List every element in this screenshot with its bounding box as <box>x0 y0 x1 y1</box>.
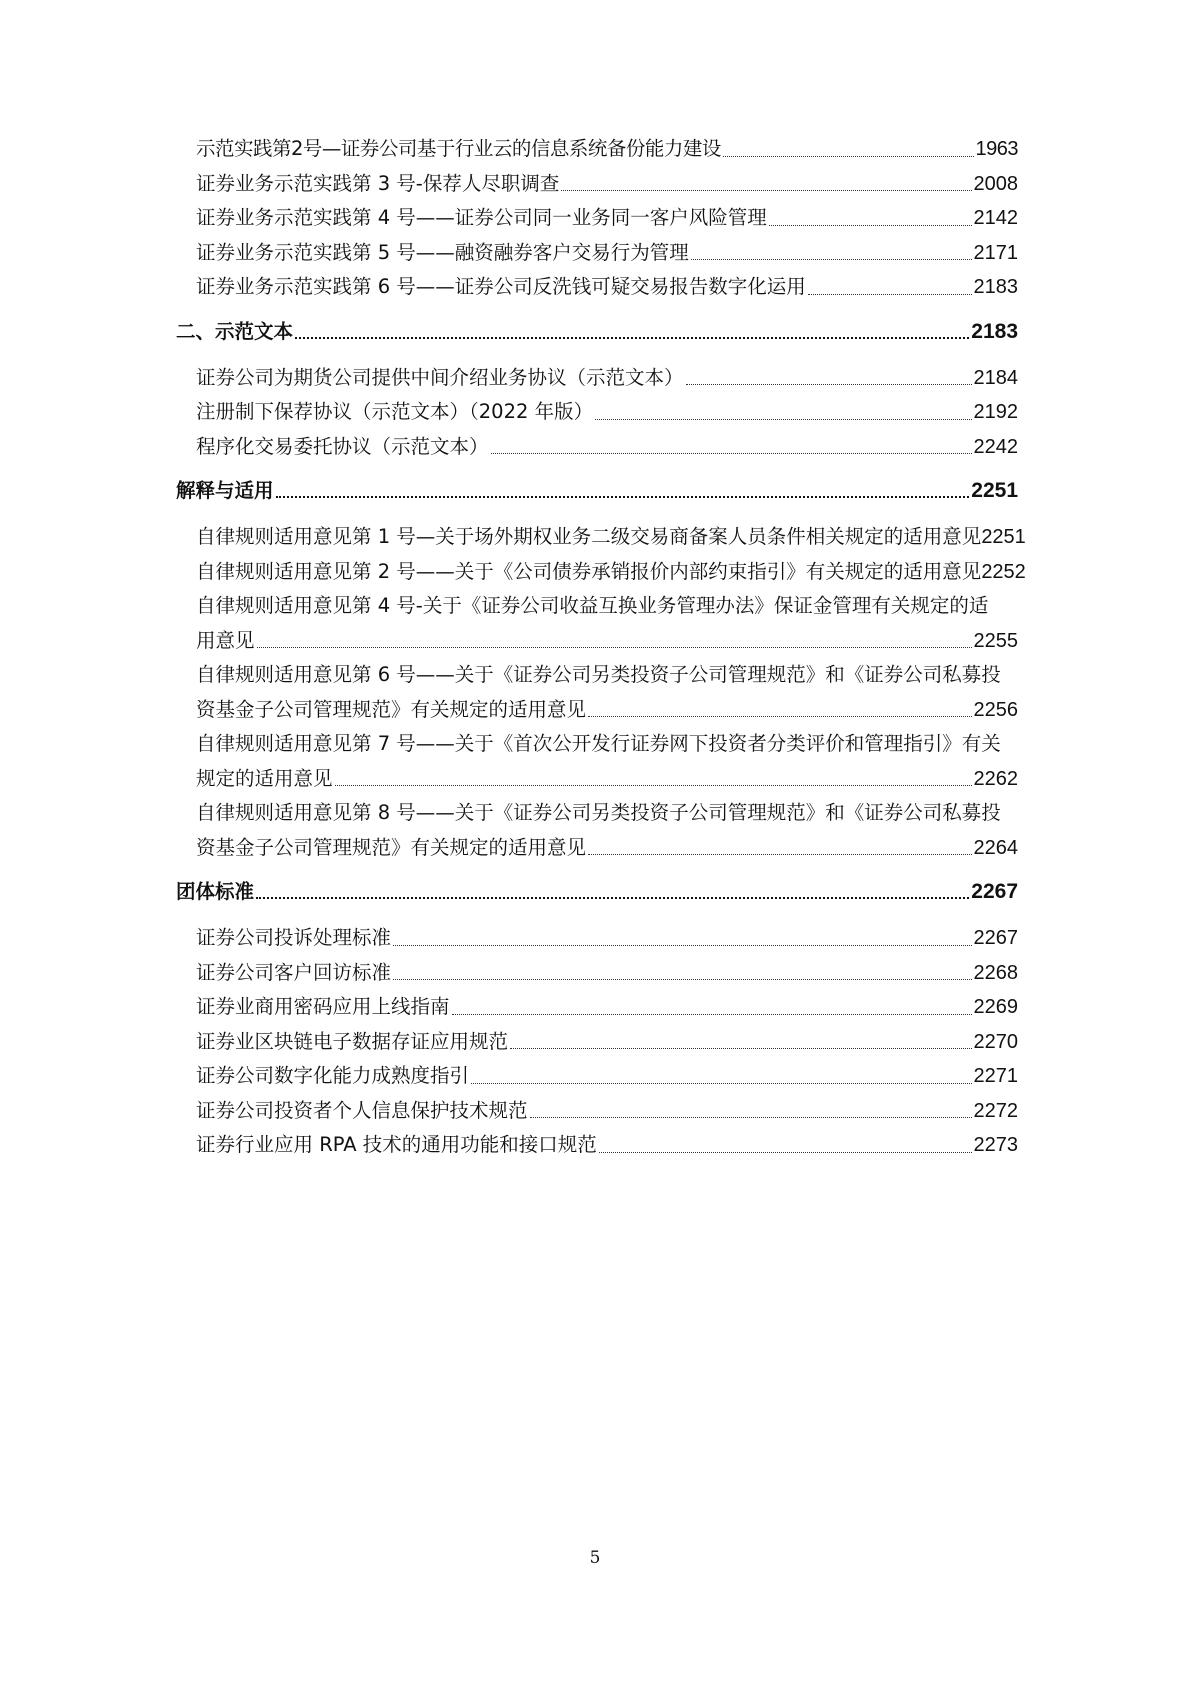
toc-page-number: 1963 <box>975 138 1018 160</box>
toc-entry <box>176 658 1018 693</box>
toc-entry-title: 证券业务示范实践第 5 号——融资融券客户交易行为管理 <box>196 240 689 264</box>
toc-entry[interactable] <box>176 132 1018 167</box>
toc-entry-title: 资基金子公司管理规范》有关规定的适用意见 <box>196 835 587 859</box>
toc-entry[interactable] <box>176 167 1018 202</box>
toc-entry[interactable] <box>176 270 1018 305</box>
toc-page-number: 2242 <box>973 435 1018 458</box>
toc-page-number: 2252 <box>981 560 1026 583</box>
dot-leader <box>471 1083 971 1084</box>
toc-entry-title: 证券公司客户回访标准 <box>196 960 392 984</box>
toc-entry[interactable] <box>176 555 1026 590</box>
toc-entry-title: 团体标准 <box>176 880 255 903</box>
toc-page-number: 2268 <box>973 961 1018 984</box>
toc-entry[interactable] <box>176 693 1018 728</box>
toc-page-number: 2262 <box>973 767 1018 790</box>
dot-leader <box>257 647 972 648</box>
toc-entry-title: 资基金子公司管理规范》有关规定的适用意见 <box>196 697 587 721</box>
toc-entry[interactable] <box>176 361 1018 396</box>
toc-entry <box>176 589 1018 624</box>
toc-page-number: 2142 <box>973 207 1018 229</box>
toc-entry-title: 证券业务示范实践第 6 号——证券公司反洗钱可疑交易报告数字化运用 <box>196 275 806 298</box>
dot-leader <box>393 945 971 946</box>
dot-leader <box>393 979 971 980</box>
toc-page-number: 2171 <box>973 241 1018 264</box>
toc-entry-title: 自律规则适用意见第 8 号——关于《证券公司另类投资子公司管理规范》和《证券公司私募投 <box>196 801 1001 824</box>
toc-page-number: 2267 <box>973 927 1018 949</box>
toc-page-number: 2255 <box>973 629 1018 652</box>
dot-leader <box>599 1152 972 1153</box>
dot-leader <box>723 156 974 157</box>
toc-entry[interactable] <box>176 1128 1018 1163</box>
dot-leader <box>686 384 972 385</box>
toc-entry-title: 自律规则适用意见第 4 号-关于《证券公司收益互换业务管理办法》保证金管理有关规定的适 <box>196 594 989 617</box>
toc-entry-title: 规定的适用意见 <box>196 766 333 790</box>
toc-entry-title: 证券公司数字化能力成熟度指引 <box>196 1064 470 1087</box>
dot-leader <box>808 294 972 295</box>
toc-entry-title: 证券公司为期货公司提供中间介绍业务协议（示范文本） <box>196 365 684 389</box>
toc-entry[interactable] <box>176 990 1018 1025</box>
toc-entry-title: 证券公司投诉处理标准 <box>196 926 392 949</box>
toc-entry[interactable] <box>176 236 1018 271</box>
toc-entry-title: 注册制下保荐协议（示范文本）（2022 年版） <box>196 400 594 423</box>
toc-entry-title: 解释与适用 <box>176 479 274 502</box>
dot-leader <box>691 259 972 260</box>
toc-entry-title: 证券业区块链电子数据存证应用规范 <box>196 1029 509 1053</box>
table-of-contents <box>176 132 1026 1163</box>
toc-entry[interactable] <box>176 1094 1018 1129</box>
toc-page-number: 2267 <box>971 880 1018 903</box>
toc-entry[interactable] <box>176 921 1018 956</box>
toc-entry-title: 证券业务示范实践第 3 号-保荐人尽职调查 <box>196 171 560 195</box>
dot-leader <box>295 337 969 339</box>
toc-entry[interactable] <box>176 430 1018 465</box>
toc-entry-title: 自律规则适用意见第 6 号——关于《证券公司另类投资子公司管理规范》和《证券公司私募投 <box>196 663 1001 686</box>
toc-page-number: 2269 <box>973 996 1018 1018</box>
toc-entry <box>176 796 1018 831</box>
dot-leader <box>769 225 972 226</box>
toc-page-number: 2256 <box>973 698 1018 721</box>
dot-leader <box>335 785 972 786</box>
toc-entry[interactable] <box>176 624 1018 659</box>
toc-section-heading[interactable] <box>176 875 1018 909</box>
toc-page-number: 2008 <box>973 172 1018 195</box>
toc-page-number: 2264 <box>973 836 1018 859</box>
toc-entry[interactable] <box>176 1025 1018 1060</box>
dot-leader <box>588 716 971 717</box>
toc-entry-title: 证券业务示范实践第 4 号——证券公司同一业务同一客户风险管理 <box>196 206 767 229</box>
dot-leader <box>530 1117 972 1118</box>
toc-entry-title: 证券业商用密码应用上线指南 <box>196 995 450 1018</box>
toc-page-number: 2192 <box>973 401 1018 423</box>
dot-leader <box>276 496 970 498</box>
toc-entry-title: 程序化交易委托协议（示范文本） <box>196 434 489 458</box>
toc-entry[interactable] <box>176 956 1018 991</box>
toc-entry <box>176 727 1018 762</box>
dot-leader <box>452 1014 972 1015</box>
toc-section-heading[interactable] <box>176 315 1018 349</box>
toc-entry-title: 证券行业应用 RPA 技术的通用功能和接口规范 <box>196 1133 597 1156</box>
toc-entry[interactable] <box>176 520 1026 555</box>
toc-page-number: 2273 <box>973 1134 1018 1156</box>
dot-leader <box>561 190 971 191</box>
toc-entry-title: 二、示范文本 <box>176 319 294 343</box>
toc-page-number: 2251 <box>971 479 1018 502</box>
page-number: 5 <box>589 1548 601 1568</box>
toc-page-number: 2271 <box>973 1065 1018 1087</box>
toc-page-number: 2251 <box>981 526 1026 548</box>
toc-entry[interactable] <box>176 762 1018 797</box>
toc-entry-title: 证券公司投资者个人信息保护技术规范 <box>196 1098 528 1122</box>
dot-leader <box>510 1048 971 1049</box>
toc-entry-title: 自律规则适用意见第 1 号—关于场外期权业务二级交易商备案人员条件相关规定的适用意见 <box>196 525 982 548</box>
toc-entry[interactable] <box>176 1059 1018 1094</box>
toc-page-number: 2272 <box>973 1099 1018 1122</box>
dot-leader <box>595 419 971 420</box>
toc-entry[interactable] <box>176 201 1018 236</box>
toc-page-number: 2184 <box>973 366 1018 389</box>
dot-leader <box>491 453 972 454</box>
dot-leader <box>256 897 969 899</box>
toc-entry-title: 自律规则适用意见第 2 号——关于《公司债券承销报价内部约束指引》有关规定的适用意见 <box>196 559 982 583</box>
dot-leader <box>588 854 971 855</box>
toc-entry[interactable] <box>176 395 1018 430</box>
toc-page-number: 2270 <box>973 1030 1018 1053</box>
toc-section-heading[interactable] <box>176 474 1018 508</box>
toc-entry[interactable] <box>176 831 1018 866</box>
toc-page-number: 2183 <box>971 319 1018 343</box>
toc-page-number: 2183 <box>973 276 1018 298</box>
toc-entry-title: 自律规则适用意见第 7 号——关于《首次公开发行证券网下投资者分类评价和管理指引》有关 <box>196 732 1001 755</box>
toc-entry-title: 示范实践第2号—证券公司基于行业云的信息系统备份能力建设 <box>196 137 721 160</box>
toc-entry-title: 用意见 <box>196 628 255 652</box>
